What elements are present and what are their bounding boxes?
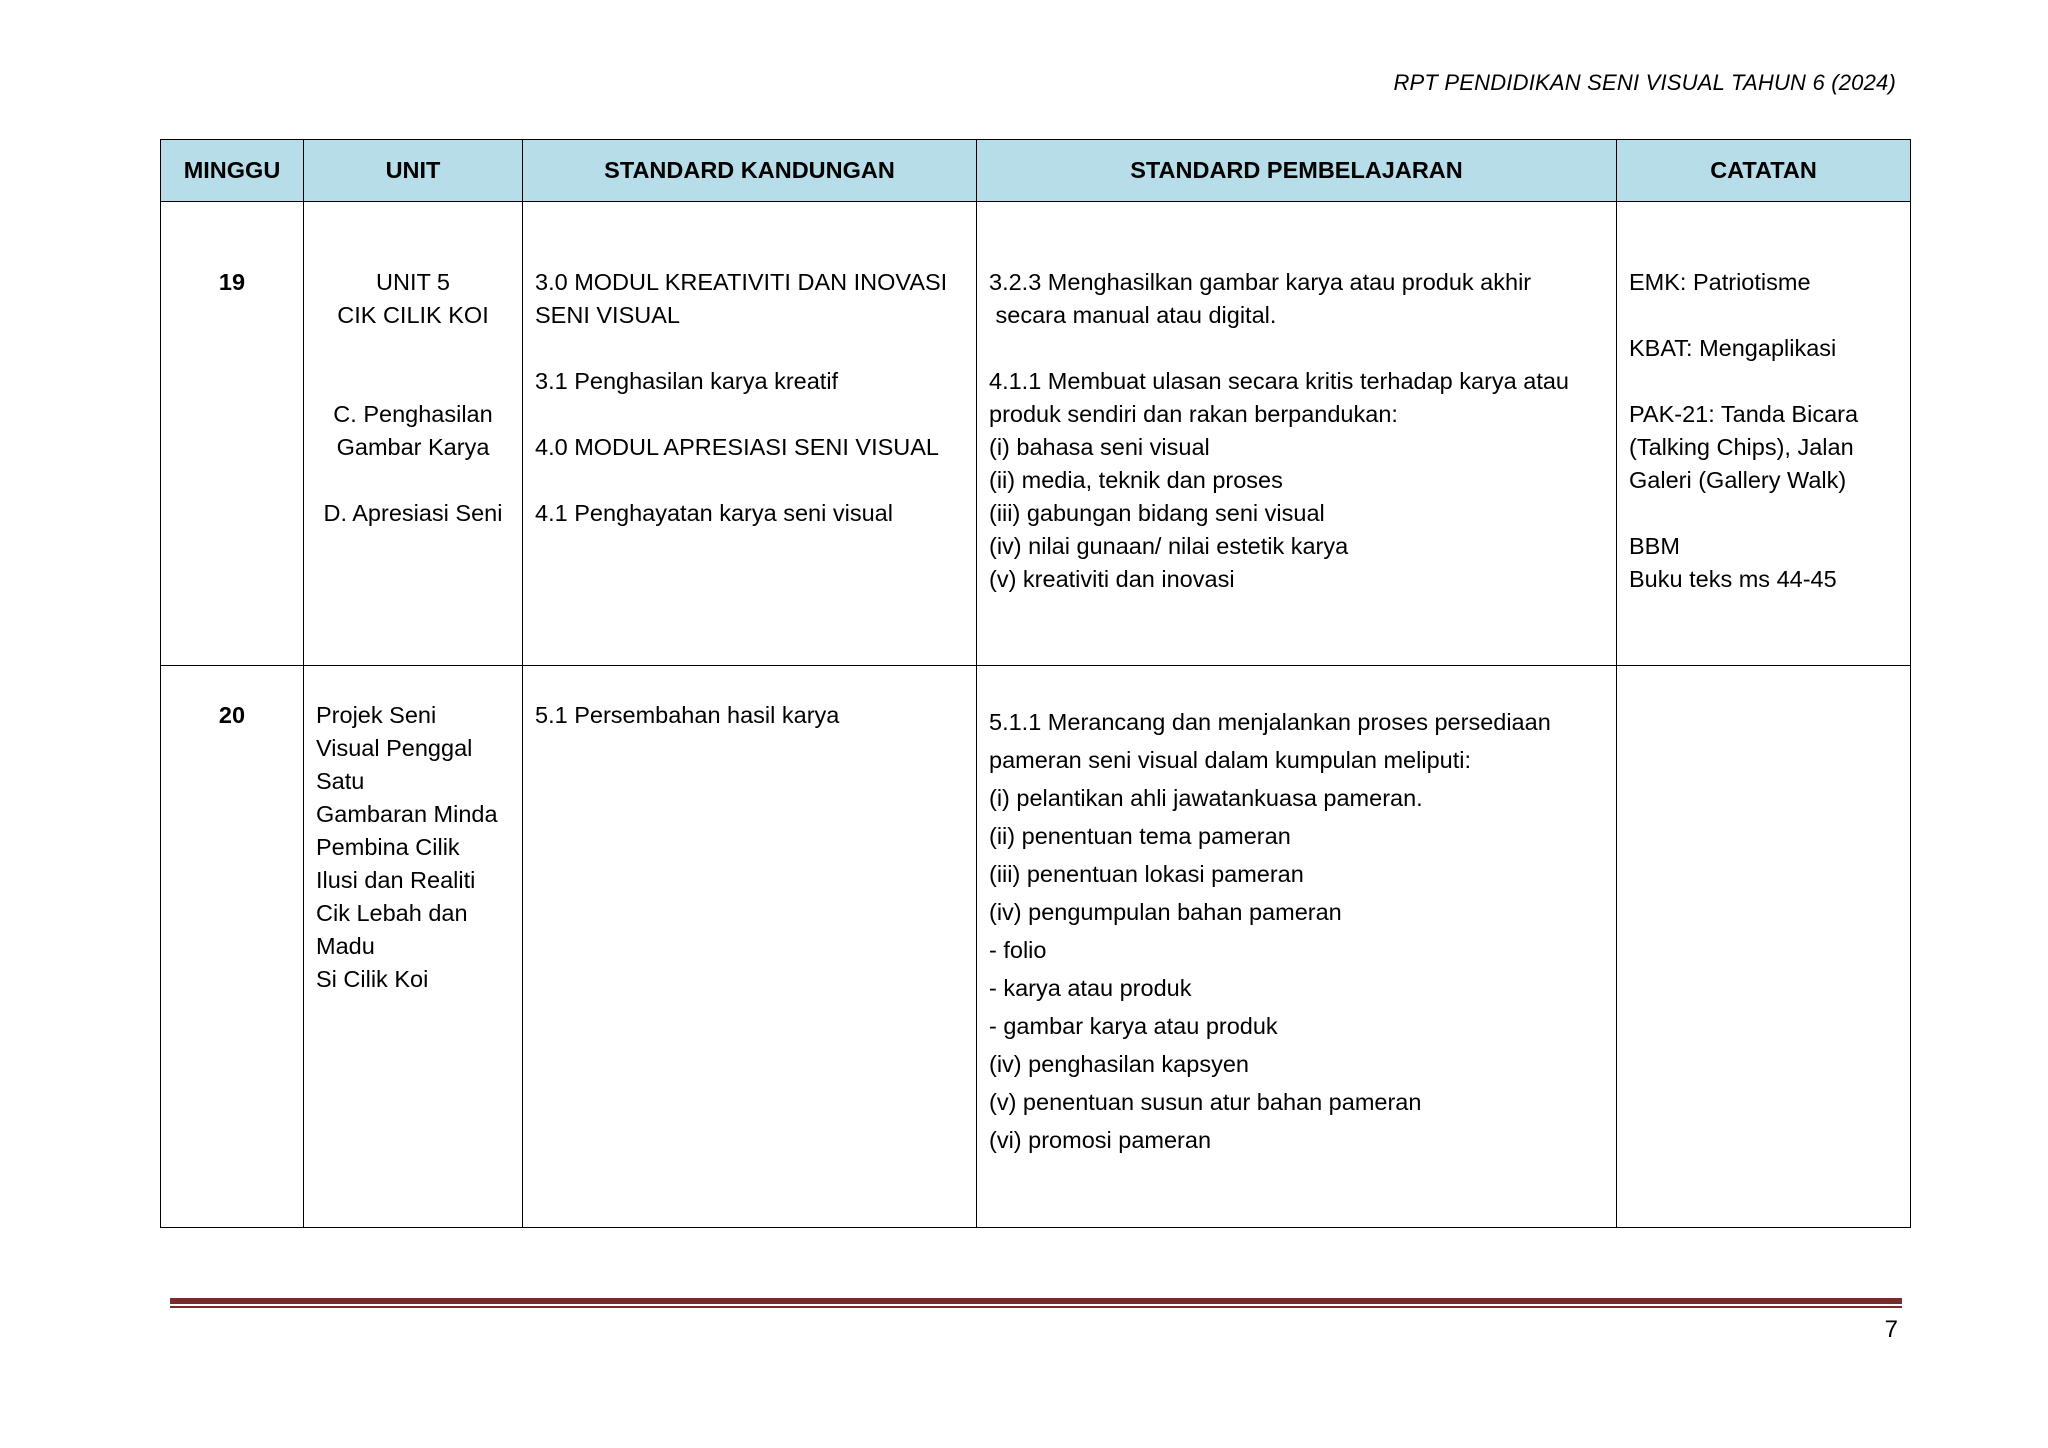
cell-unit: [304, 666, 523, 1228]
spacer: [1629, 497, 1898, 530]
catatan-line: Galeri (Gallery Walk): [1629, 467, 1847, 493]
sp-line: (v) kreativiti dan inovasi: [989, 566, 1235, 592]
unit-line: Si Cilik Koi: [316, 966, 429, 992]
cell-catatan: [1617, 202, 1911, 666]
table-header: [161, 140, 1911, 202]
column-header-standard-pembelajaran: STANDARD PEMBELAJARAN: [977, 140, 1617, 202]
spacer: [535, 332, 964, 365]
cell-minggu: [161, 202, 304, 666]
document-header-title: RPT PENDIDIKAN SENI VISUAL TAHUN 6 (2024): [1393, 70, 1896, 95]
column-header-catatan: CATATAN: [1617, 140, 1911, 202]
sp-line: (ii) penentuan tema pameran: [989, 823, 1291, 849]
catatan-line: KBAT: Mengaplikasi: [1629, 335, 1837, 361]
sp-line: (iv) penghasilan kapsyen: [989, 1051, 1249, 1077]
spacer: [316, 464, 510, 497]
sp-line: (iii) gabungan bidang seni visual: [989, 500, 1325, 526]
sk-line: 5.1 Persembahan hasil karya: [535, 702, 840, 728]
catatan-line: BBM: [1629, 533, 1680, 559]
spacer: [1629, 365, 1898, 398]
unit-line: Gambaran Minda: [316, 801, 498, 827]
sp-line: (iv) nilai gunaan/ nilai estetik karya: [989, 533, 1349, 559]
sp-line: - folio: [989, 937, 1047, 963]
cell-standard-kandungan: [523, 666, 977, 1228]
sk-line: 3.0 MODUL KREATIVITI DAN INOVASI: [535, 269, 948, 295]
unit-line: Cik Lebah dan: [316, 900, 468, 926]
sp-line: (i) pelantikan ahli jawatankuasa pameran.: [989, 785, 1423, 811]
footer-rule: [170, 1298, 1902, 1309]
cell-standard-pembelajaran: [977, 666, 1617, 1228]
sp-line: - karya atau produk: [989, 975, 1192, 1001]
unit-line: CIK CILIK KOI: [337, 302, 489, 328]
cell-standard-kandungan: [523, 202, 977, 666]
page-number: 7: [1884, 1316, 1898, 1343]
column-header-minggu: MINGGU: [161, 140, 304, 202]
sp-line: produk sendiri dan rakan berpandukan:: [989, 401, 1398, 427]
sp-line: (vi) promosi pameran: [989, 1127, 1212, 1153]
sp-line: (iv) pengumpulan bahan pameran: [989, 899, 1342, 925]
sp-line: 5.1.1 Merancang dan menjalankan proses persediaan: [989, 709, 1551, 735]
sp-line: - gambar karya atau produk: [989, 1013, 1278, 1039]
unit-line: C. Penghasilan: [333, 401, 493, 427]
unit-line: Ilusi dan Realiti: [316, 867, 476, 893]
sp-line: (ii) media, teknik dan proses: [989, 467, 1283, 493]
week-number: 19: [218, 269, 246, 295]
column-header-standard-kandungan: STANDARD KANDUNGAN: [523, 140, 977, 202]
cell-minggu: [161, 666, 304, 1228]
sp-line: (iii) penentuan lokasi pameran: [989, 861, 1304, 887]
rpt-table: [160, 139, 1911, 1228]
sp-line: (v) penentuan susun atur bahan pameran: [989, 1089, 1422, 1115]
week-number: 20: [218, 702, 246, 728]
catatan-line: (Talking Chips), Jalan: [1629, 434, 1854, 460]
table-row: [161, 202, 1911, 666]
unit-line: D. Apresiasi Seni: [323, 500, 503, 526]
unit-line: Visual Penggal: [316, 735, 473, 761]
table-header-row: [161, 140, 1911, 202]
unit-line: Pembina Cilik: [316, 834, 460, 860]
unit-line: UNIT 5: [376, 269, 450, 295]
cell-catatan: [1617, 666, 1911, 1228]
spacer: [1629, 299, 1898, 332]
unit-line: Projek Seni: [316, 702, 437, 728]
sk-line: SENI VISUAL: [535, 302, 680, 328]
table-row: [161, 666, 1911, 1228]
sk-line: 4.1 Penghayatan karya seni visual: [535, 500, 893, 526]
cell-standard-pembelajaran: [977, 202, 1617, 666]
column-header-unit: UNIT: [304, 140, 523, 202]
unit-line: Madu: [316, 933, 375, 959]
spacer: [535, 464, 964, 497]
spacer: [316, 332, 510, 398]
unit-line: Gambar Karya: [336, 434, 490, 460]
sp-line: 3.2.3 Menghasilkan gambar karya atau produk akhir: [989, 269, 1532, 295]
sk-line: 3.1 Penghasilan karya kreatif: [535, 368, 839, 394]
sp-line: secara manual atau digital.: [989, 302, 1277, 328]
cell-unit: [304, 202, 523, 666]
footer-rule-thick: [170, 1298, 1902, 1304]
catatan-line: Buku teks ms 44-45: [1629, 566, 1837, 592]
footer-rule-thin: [170, 1306, 1902, 1308]
catatan-line: PAK-21: Tanda Bicara: [1629, 401, 1859, 427]
spacer: [535, 398, 964, 431]
sp-line: 4.1.1 Membuat ulasan secara kritis terhadap karya atau: [989, 368, 1569, 394]
spacer: [989, 332, 1604, 365]
catatan-line: EMK: Patriotisme: [1629, 269, 1811, 295]
sp-line: pameran seni visual dalam kumpulan meliputi:: [989, 747, 1471, 773]
sp-line: (i) bahasa seni visual: [989, 434, 1210, 460]
sp-list: [989, 699, 1604, 1159]
unit-line: Satu: [316, 768, 365, 794]
sk-line: 4.0 MODUL APRESIASI SENI VISUAL: [535, 434, 939, 460]
